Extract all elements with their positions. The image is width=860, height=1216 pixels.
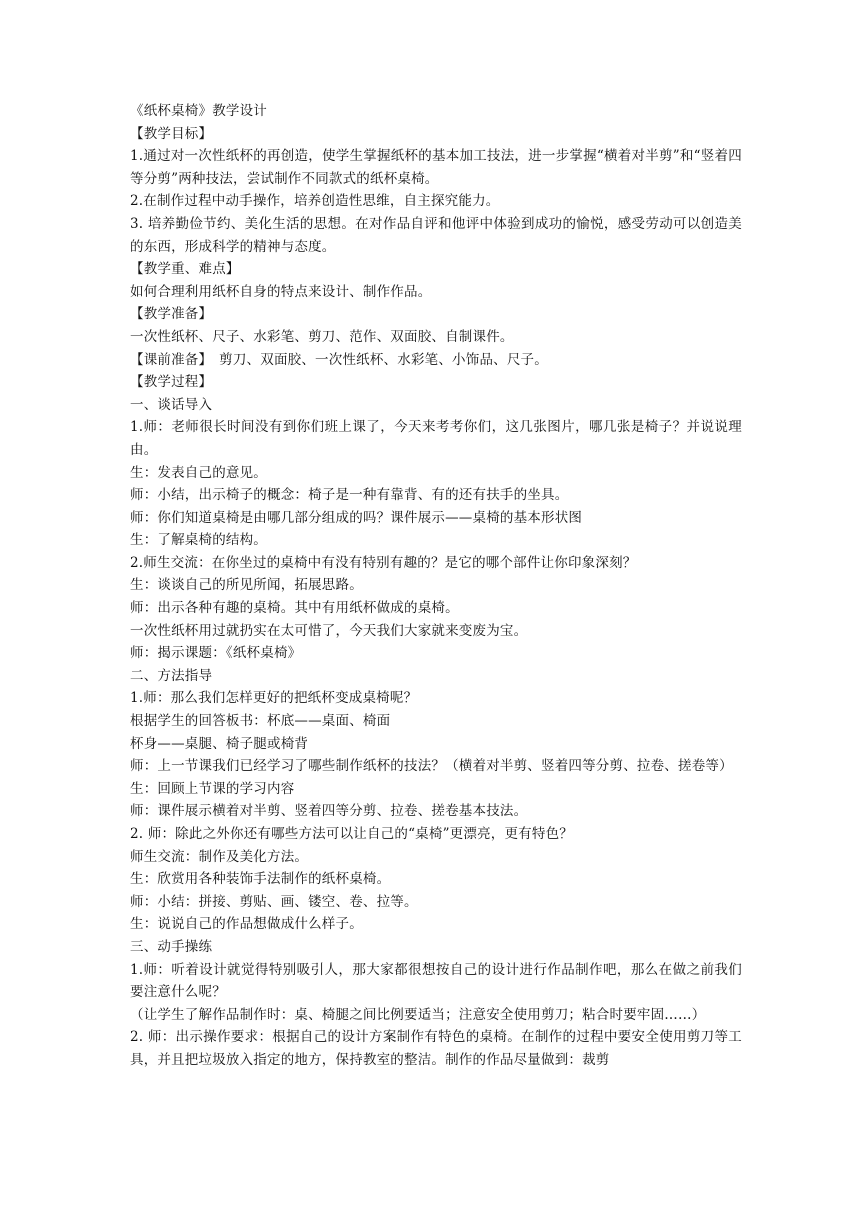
- paragraph: 师生交流：制作及美化方法。: [130, 848, 309, 865]
- paragraph: 2.师生交流：在你坐过的桌椅中有没有特别有趣的？是它的哪个部件让你印象深刻？: [130, 554, 637, 571]
- subsection-heading: 三、动手操练: [130, 938, 213, 955]
- section-heading: 【教学过程】: [130, 374, 213, 391]
- paragraph: 师：小结，出示椅子的概念：椅子是一种有靠背、有的还有扶手的坐具。: [130, 487, 569, 504]
- paragraph: 生：发表自己的意见。: [130, 464, 267, 481]
- paragraph: 1.师：老师很长时间没有到你们班上课了，今天来考考你们，这几张图片，哪几张是椅子？并说说理由。: [130, 419, 742, 458]
- paragraph: 1.师：那么我们怎样更好的把纸杯变成桌椅呢？: [130, 690, 418, 707]
- paragraph: 2. 师：除此之外你还有哪些方法可以让自己的“桌椅”更漂亮，更有特色？: [130, 826, 573, 842]
- section-heading: 【教学准备】: [130, 306, 213, 323]
- paragraph: 师：课件展示横着对半剪、竖着四等分剪、拉卷、搓卷基本技法。: [130, 803, 528, 820]
- document-page: [130, 100, 742, 1072]
- section-heading: 【教学重、难点】: [130, 261, 240, 278]
- paragraph: 1.师：听着设计就觉得特别吸引人，那大家都很想按自己的设计进行作品制作吧，那么在做之前我们要注意什么呢？: [130, 961, 742, 1001]
- paragraph: 师：揭示课题：《纸杯桌椅》: [130, 645, 302, 662]
- paragraph: 根据学生的回答板书：杯底——桌面、椅面: [130, 713, 391, 730]
- paragraph: 生：欣赏用各种装饰手法制作的纸杯桌椅。: [130, 871, 391, 888]
- subsection-heading: 二、方法指导: [130, 667, 213, 684]
- section-heading: 【教学目标】: [130, 125, 213, 142]
- paragraph: 一次性纸杯用过就扔实在太可惜了，今天我们大家就来变废为宝。: [130, 622, 528, 639]
- paragraph: 一次性纸杯、尺子、水彩笔、剪刀、范作、双面胶、自制课件。: [130, 328, 514, 345]
- paragraph: 生：说说自己的作品想做成什么样子。: [130, 916, 363, 933]
- paragraph: 师：你们知道桌椅是由哪几部分组成的吗？课件展示——桌椅的基本形状图: [130, 509, 583, 526]
- paragraph: 2.在制作过程中动手操作，培养创造性思维，自主探究能力。: [130, 193, 500, 210]
- paragraph: 【课前准备】 剪刀、双面胶、一次性纸杯、水彩笔、小饰品、尺子。: [130, 351, 548, 368]
- paragraph: 2. 师：出示操作要求：根据自己的设计方案制作有特色的桌椅。在制作的过程中要安全使用剪刀等工具，并且把垃圾放入指定的地方，保持教室的整洁。制作的作品尽量做到：裁剪: [130, 1029, 742, 1068]
- paragraph: 杯身——桌腿、椅子腿或椅背: [130, 735, 309, 752]
- paragraph: 1.通过对一次性纸杯的再创造，使学生掌握纸杯的基本加工技法，进一步掌握“横着对半剪”和“竖着四等分剪”两种技法，尝试制作不同款式的纸杯桌椅。: [130, 148, 742, 187]
- paragraph: 如何合理利用纸杯自身的特点来设计、制作作品。: [130, 283, 432, 300]
- paragraph: 生：了解桌椅的结构。: [130, 532, 267, 549]
- paragraph: 3. 培养勤俭节约、美化生活的思想。在对作品自评和他评中体验到成功的愉悦，感受劳动可以创造美的东西，形成科学的精神与态度。: [130, 215, 742, 255]
- subsection-heading: 一、谈话导入: [130, 396, 213, 413]
- paragraph: 生：回顾上节课的学习内容: [130, 780, 295, 797]
- paragraph: 师：出示各种有趣的桌椅。其中有用纸杯做成的桌椅。: [130, 600, 459, 617]
- document-title: 《纸杯桌椅》教学设计: [130, 103, 267, 119]
- paragraph: 师：小结：拼接、剪贴、画、镂空、卷、拉等。: [130, 893, 418, 910]
- paragraph: （让学生了解作品制作时：桌、椅腿之间比例要适当；注意安全使用剪刀；粘合时要牢固……）: [130, 1006, 706, 1023]
- paragraph: 师：上一节课我们已经学习了哪些制作纸杯的技法？（横着对半剪、竖着四等分剪、拉卷、搓卷等）: [130, 758, 733, 775]
- paragraph: 生：谈谈自己的所见所闻，拓展思路。: [130, 577, 363, 594]
